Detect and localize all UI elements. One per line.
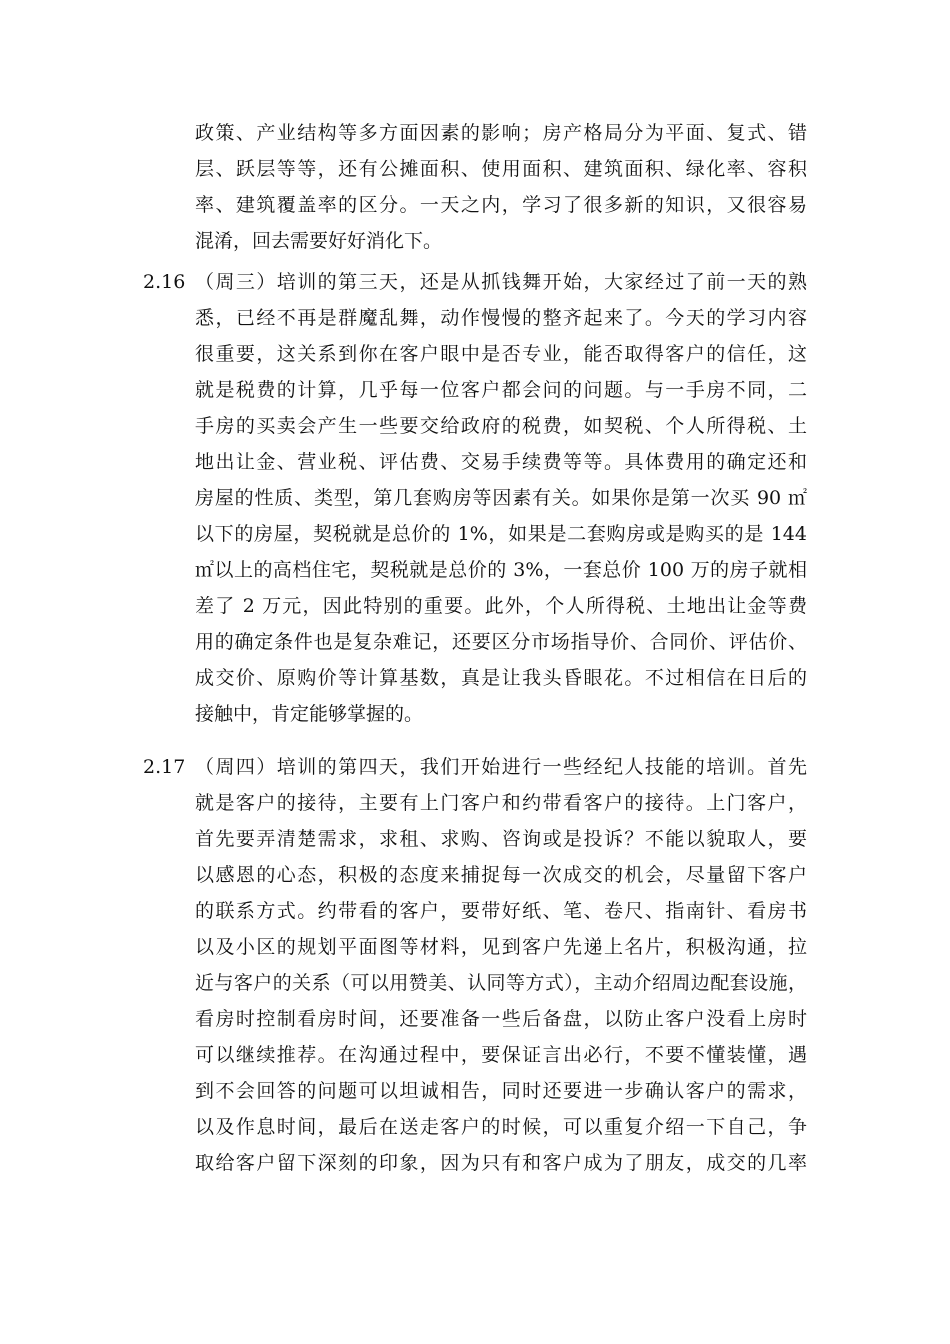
text-line: 手房的买卖会产生一些要交给政府的税费，如契税、个人所得税、土 <box>195 415 807 437</box>
text-line: 可以继续推荐。在沟通过程中，要保证言出必行，不要不懂装懂，遇 <box>195 1044 807 1066</box>
text-line: 就是客户的接待，主要有上门客户和约带看客户的接待。上门客户， <box>195 792 807 814</box>
entry-date: 2.17 <box>143 756 186 778</box>
entry-date: 2.16 <box>143 271 186 293</box>
text-line: 政策、产业结构等多方面因素的影响；房产格局分为平面、复式、错 <box>195 122 807 144</box>
text-line: 取给客户留下深刻的印象，因为只有和客户成为了朋友，成交的几率 <box>195 1152 807 1174</box>
text-line: 首先要弄清楚需求，求租、求购、咨询或是投诉？不能以貌取人，要 <box>195 828 807 850</box>
text-line: ㎡以上的高档住宅，契税就是总价的 3%，一套总价 100 万的房子就相 <box>195 559 807 581</box>
text-line: 房屋的性质、类型，第几套购房等因素有关。如果你是第一次买 90 ㎡ <box>195 487 807 509</box>
text-line: 以下的房屋，契税就是总价的 1%，如果是二套购房或是购买的是 144 <box>195 523 807 545</box>
text-line: 看房时控制看房时间，还要准备一些后备盘，以防止客户没看上房时 <box>195 1008 807 1030</box>
text-line: 悉，已经不再是群魔乱舞，动作慢慢的整齐起来了。今天的学习内容 <box>195 307 807 329</box>
text-line: 成交价、原购价等计算基数，真是让我头昏眼花。不过相信在日后的 <box>195 667 807 689</box>
text-line: 很重要，这关系到你在客户眼中是否专业，能否取得客户的信任，这 <box>195 343 807 365</box>
text-line: 层、跃层等等，还有公摊面积、使用面积、建筑面积、绿化率、容积 <box>195 158 807 180</box>
text-line: 近与客户的关系（可以用赞美、认同等方式），主动介绍周边配套设施， <box>195 972 807 994</box>
text-line: 率、建筑覆盖率的区分。一天之内，学习了很多新的知识，又很容易 <box>195 194 807 216</box>
text-line: （周三）培训的第三天，还是从抓钱舞开始，大家经过了前一天的熟 <box>195 271 807 293</box>
text-line: 到不会回答的问题可以坦诚相告，同时还要进一步确认客户的需求， <box>195 1080 807 1102</box>
text-line: 接触中，肯定能够掌握的。 <box>195 703 424 725</box>
text-line: 就是税费的计算，几乎每一位客户都会问的问题。与一手房不同，二 <box>195 379 807 401</box>
text-line: 以感恩的心态，积极的态度来捕捉每一次成交的机会，尽量留下客户 <box>195 864 807 886</box>
text-line: 差了 2 万元，因此特别的重要。此外，个人所得税、土地出让金等费 <box>195 595 807 617</box>
text-line: 用的确定条件也是复杂难记，还要区分市场指导价、合同价、评估价、 <box>195 631 807 653</box>
text-line: 混淆，回去需要好好消化下。 <box>195 230 443 252</box>
text-line: 以及小区的规划平面图等材料，见到客户先递上名片，积极沟通，拉 <box>195 936 807 958</box>
text-line: 地出让金、营业税、评估费、交易手续费等等。具体费用的确定还和 <box>195 451 807 473</box>
text-line: 以及作息时间，最后在送走客户的时候，可以重复介绍一下自己，争 <box>195 1116 807 1138</box>
text-line: （周四）培训的第四天，我们开始进行一些经纪人技能的培训。首先 <box>195 756 807 778</box>
text-line: 的联系方式。约带看的客户，要带好纸、笔、卷尺、指南针、看房书 <box>195 900 807 922</box>
